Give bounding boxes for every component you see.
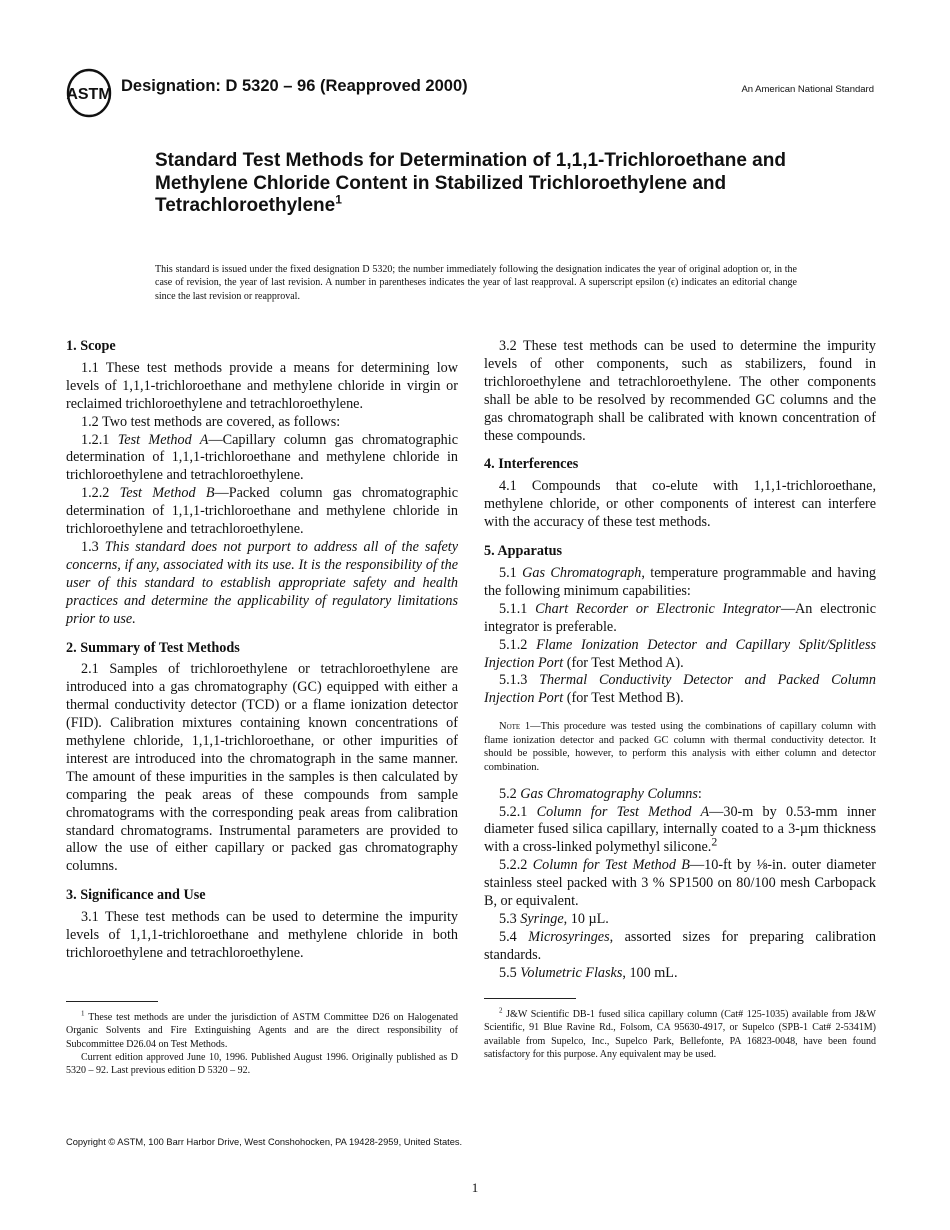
paragraph: 1.1 These test methods provide a means for determining low levels of 1,1,1-trichloroethane and methylene chloride in virgin or reclaimed trichloroethylene and tetrachloroethylene. [66,359,458,412]
section-heading-summary: 2. Summary of Test Methods [66,639,240,656]
paragraph: 5.3 Syringe, 10 µL. [499,910,609,927]
paragraph: 5.2 Gas Chromatography Columns: [499,785,702,802]
right-column [484,338,876,983]
paragraph: 5.1 Gas Chromatograph, temperature programmable and having the following minimum capabilities: [484,564,877,599]
footnote-1: $^1$ These test methods are under the jurisdiction of ASTM Committee D26 on Halogenated Organic Solvents and Fire Extinguishing Agents and are the direct responsibility of Subcommittee D26.04 on Test Methods. Current edition approved June 10, 1996. Published August 1996. Originally published as D 5320 – 92. Last previous edition D 5320 – 92. [66,1001,458,1077]
footnote-ref-2: 2 [711,834,718,849]
paragraph: 5.1.3 Thermal Conductivity Detector and Packed Column Injection Port (for Test Method B). [484,672,876,707]
footnote-rule [484,998,576,999]
section-heading-scope: 1. Scope [66,338,116,354]
svg-text:ASTM: ASTM [66,86,112,103]
paragraph: 5.5 Volumetric Flasks, 100 mL. [499,964,678,981]
astm-logo [66,68,112,118]
paragraph: 1.3 This standard does not purport to address all of the safety concerns, if any, associated with its use. It is the responsibility of the user of this standard to establish appropriate safety and health practices and determine the applicability of regulatory limitations prior to use. [66,538,458,627]
issue-note: This standard is issued under the fixed designation D 5320; the number immediately following the designation indicates the year of original adoption or, in the case of revision, the year of last revision. A number in parentheses indicates the year of last reapproval. A superscript epsilon (ϵ) indicates an editorial change since the last revision or reapproval. [155,264,797,302]
title-footnote-ref: 1 [335,192,342,207]
page-number: 1 [471,1180,479,1195]
note-1: Note 1—This procedure was tested using the combinations of capillary column with flame ionization detector and packed GC column with thermal conductivity detector. It should be possible, however, to perform this analysis with either column and detector combination. [484,721,876,773]
paragraph: 1.2.1 Test Method A—Capillary column gas chromatographic determination of 1,1,1-trichloroethane and methylene chloride in trichloroethylene and tetrachloroethylene. [66,431,458,484]
designation: Designation: D 5320 – 96 (Reapproved 2000) [121,77,468,95]
paragraph: 2.1 Samples of trichloroethylene or tetrachloroethylene are introduced into a gas chromatography (GC) equipped with either a thermal conductivity detector (TCD) or a flame ionization detector (FID). Calibration mixtures containing known concentrations of methylene chloride, 1,1,1-trichloroethane, or other impurities of interest are introduced into the chromatograph in the same manner. The amount of these impurities in the samples is then calculated by comparing the peak areas of these compounds from sample chromatograms with the corresponding peak areas from calibration standard chromatograms. Instrumental parameters are provided to allow the use of either capillary or packed gas chromatography columns. [66,661,458,875]
copyright: Copyright © ASTM, 100 Barr Harbor Drive, West Conshohocken, PA 19428-2959, United States. [66,1137,463,1147]
paragraph: 5.2.1 Column for Test Method A—30-m by 0.53-mm inner diameter fused silica capillary, internally coated to a 3-µm thickness with a cross-linked polymethyl silicone.$^2$ [484,803,876,856]
footnote-2: $^2$ J&W Scientific DB-1 fused silica capillary column (Cat# 125-1035) available from J&W Scientific, 91 Blue Ravine Rd., Folsom, CA 95630-4917, or Supelco (SPB-1 Cat# 2-5341M) available from Supelco, Inc., Supelco Park, Bellefonte, PA 16823-0048, have been found satisfactory for this purpose. Any equivalent may be used. [484,998,876,1061]
paragraph: 1.2 Two test methods are covered, as follows: [81,413,341,430]
paragraph: 5.1.2 Flame Ionization Detector and Capillary Split/Splitless Injection Port (for Test Method A). [484,636,876,671]
document-title: Standard Test Methods for Determination of 1,1,1-Trichloroethane and Methylene Chloride Content in Stabilized Trichloroethylene and Tetrachloroethylene$^1$ [155,150,786,216]
section-heading-significance: 3. Significance and Use [66,887,206,904]
paragraph: 3.1 These test methods can be used to determine the impurity levels of 1,1,1-trichloroethane and methylene chloride in both trichloroethylene and tetrachloroethylene. [66,909,458,961]
section-heading-interferences: 4. Interferences [484,456,579,473]
paragraph: 5.2.2 Column for Test Method B—10-ft by ⅛-in. outer diameter stainless steel packed with 3 % SP1500 on 80/100 mesh Carbopack B, or equivalent. [484,857,876,910]
national-standard-label: An American National Standard [741,84,874,95]
section-heading-apparatus: 5. Apparatus [484,543,563,560]
paragraph: 3.2 These test methods can be used to determine the impurity levels of other components, such as stabilizers, found in trichloroethylene and tetrachloroethylene. The other components shall be able to be resolved by recommended GC columns and the gas chromatograph shall be calibrated with known concentration of these compounds. [484,338,876,444]
paragraph: 4.1 Compounds that co-elute with 1,1,1-trichloroethane, methylene chloride, or other components of interest can interfere with the accuracy of these test methods. [484,478,876,531]
left-column [66,338,458,963]
paragraph: 1.2.2 Test Method B—Packed column gas chromatographic determination of 1,1,1-trichloroethane and methylene chloride in trichloroethylene and tetrachloroethylene. [66,485,459,538]
paragraph: 5.4 Microsyringes, assorted sizes for preparing calibration standards. [484,928,877,963]
paragraph: 5.1.1 Chart Recorder or Electronic Integrator—An electronic integrator is preferable. [484,600,876,635]
footnote-rule [66,1001,158,1002]
